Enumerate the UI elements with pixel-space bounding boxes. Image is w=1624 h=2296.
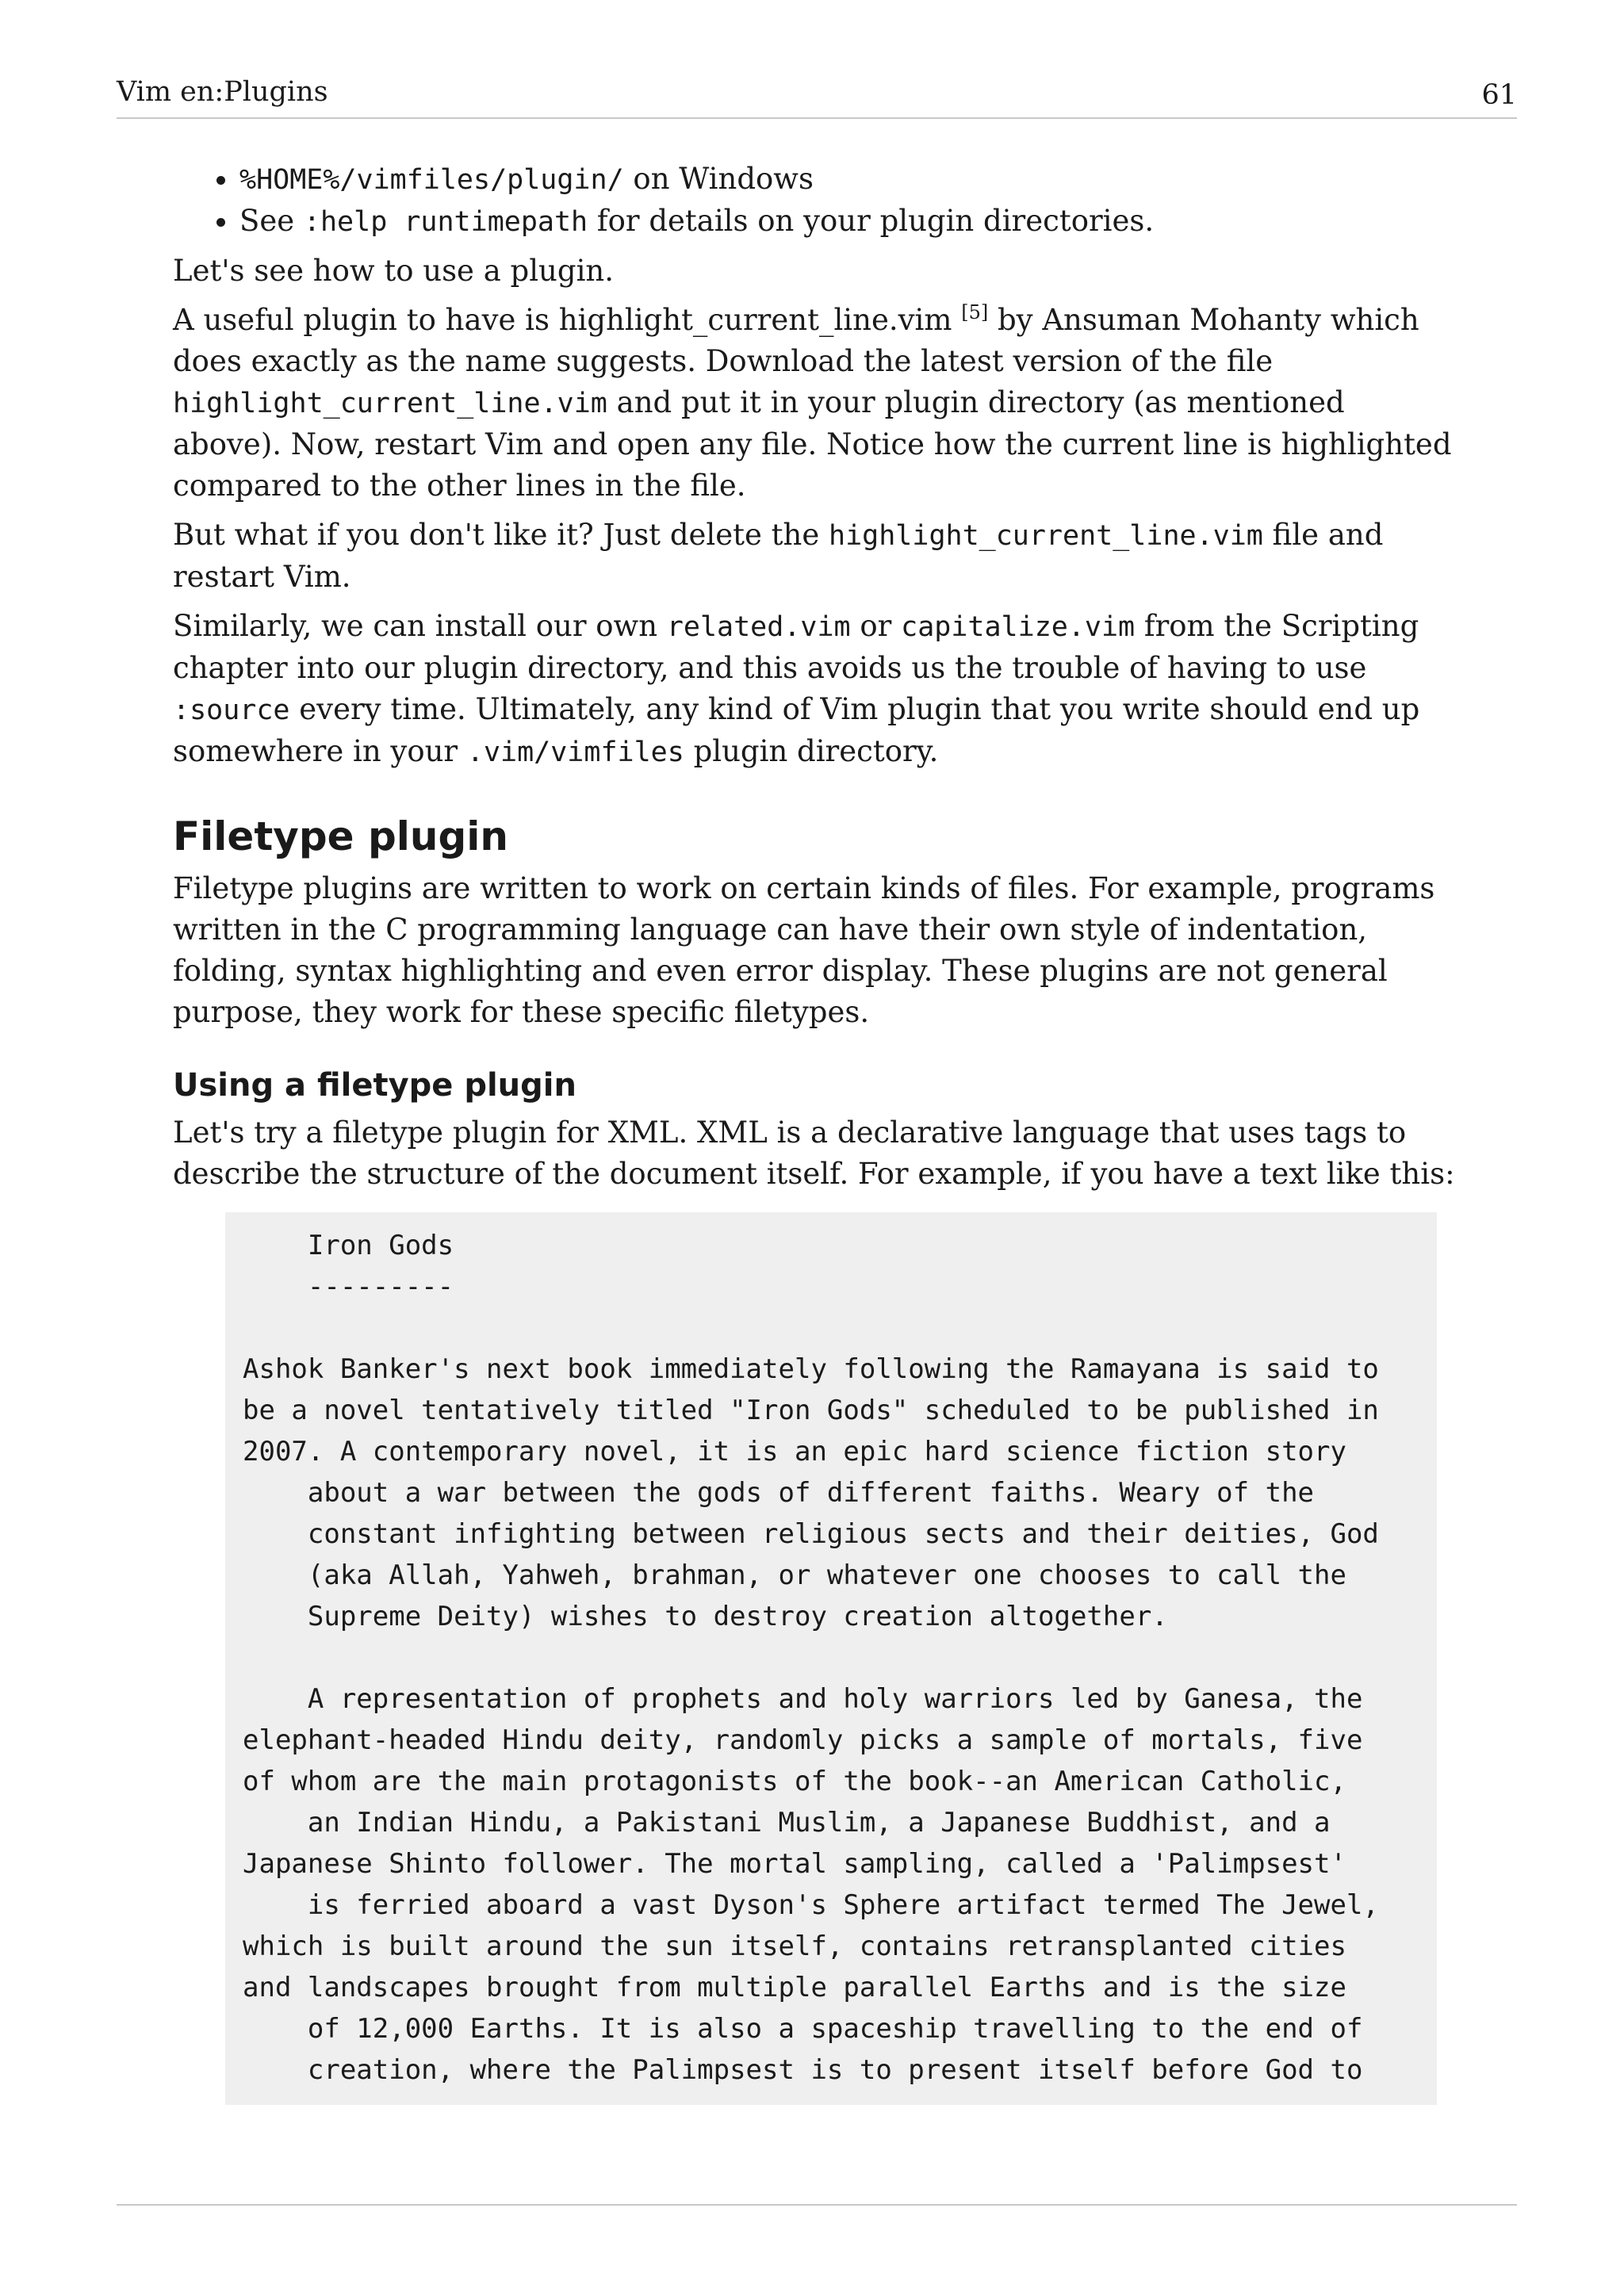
text-run: plugin directory. [684, 734, 939, 768]
text-run: file and restart Vim. [173, 518, 1384, 594]
inline-code: highlight_current_line.vim [173, 388, 607, 419]
inline-code: %HOME%/vimfiles/plugin/ [239, 164, 624, 196]
code-block: Iron Gods --------- Ashok Banker's next book immediately following the Ramayana is said to be a novel tentatively titled "Iron Gods" scheduled to be published in 2007. A contemporary novel, it is an epic hard science fiction story about a war between the gods of different faiths. Weary of the constant infighting between religious sects and their deities, God (aka Allah, Yahweh, brahman, or whatever one chooses to call the Supreme Deity) wishes to destroy creation altogether. A representation of prophets and holy warriors led by Ganesa, the elephant-headed Hindu deity, randomly picks a sample of mortals, five of whom are the main protagonists of the book--an American Catholic, an Indian Hindu, a Pakistani Muslim, a Japanese Buddhist, and a Japanese Shinto follower. The mortal sampling, called a 'Palimpsest' is ferried aboard a vast Dyson's Sphere artifact termed The Jewel, which is built around the sun itself, contains retransplanted cities and landscapes brought from multiple parallel Earths and is the size of 12,000 Earths. It is also a spaceship travelling to the end of creation, where the Palimpsest is to present itself before God to [225, 1212, 1437, 2105]
inline-code: capitalize.vim [901, 611, 1136, 643]
reference-link[interactable]: [5] [961, 301, 989, 323]
list-item [239, 201, 1457, 243]
paragraph [173, 515, 1457, 598]
header-title: Vim en:Plugins [117, 76, 328, 108]
inline-code: .vim/vimfiles [466, 737, 684, 768]
inline-code: :source [173, 695, 290, 726]
inline-code: related.vim [666, 611, 851, 643]
text-run: Similarly, we can install our own [173, 609, 667, 643]
page-body [173, 159, 1457, 2105]
text-run: But what if you don't like it? Just delete the [173, 518, 829, 552]
subsection-heading: Using a filetype plugin [173, 1067, 576, 1104]
paragraph [173, 300, 1457, 507]
paragraph [173, 606, 1457, 773]
paragraph: Let's try a filetype plugin for XML. XML is a declarative language that uses tags to describe the structure of the document itself. For example, if you have a text like this: [173, 1115, 1455, 1191]
inline-code: :help runtimepath [303, 206, 588, 238]
list-item-text: on Windows [623, 162, 814, 196]
page-number: 61 [1481, 79, 1517, 111]
section-heading: Filetype plugin [173, 813, 508, 859]
text-run: from the Scripting chapter into our plugin directory, and this avoids us the trouble of having to use [173, 609, 1419, 685]
list-item-text: for details on your plugin directories. [588, 204, 1155, 238]
text-run: and put it in your plugin directory (as mentioned above). Now, restart Vim and open any file. Notice how the current line is highlighted compared to the other lines in the file. [173, 385, 1452, 503]
text-run: A useful plugin to have is highlight_current_line.vim [173, 303, 962, 337]
text-run: by Ansuman Mohanty which does exactly as the name suggests. Download the latest version of the file [173, 303, 1419, 378]
text-run: or [850, 609, 902, 643]
footer-rule [117, 2204, 1517, 2206]
running-header [117, 73, 1517, 119]
paragraph: Let's see how to use a plugin. [173, 254, 614, 288]
list-item [239, 159, 1457, 201]
bullet-list [173, 159, 1457, 243]
list-item-text: See [239, 204, 304, 238]
paragraph: Filetype plugins are written to work on certain kinds of files. For example, programs written in the C programming language can have their own style of indentation, folding, syntax highlighting and even error display. These plugins are not general purpose, they work for these specific filetypes. [173, 871, 1435, 1029]
inline-code: highlight_current_line.vim [829, 520, 1263, 552]
text-run: every time. Ultimately, any kind of Vim plugin that you write should end up somewhere in your [173, 692, 1420, 768]
